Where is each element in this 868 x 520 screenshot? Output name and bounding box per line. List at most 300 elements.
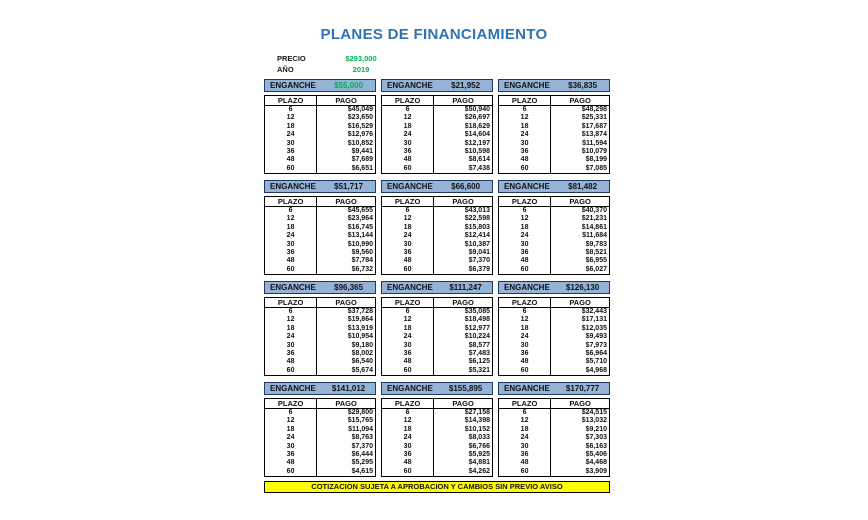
plazo-cell: 36 — [382, 451, 434, 459]
pago-cell: $9,180 — [351, 341, 373, 349]
plan-row — [499, 156, 610, 164]
plazo-cell: 48 — [382, 156, 434, 164]
payment-table-header-row — [265, 197, 376, 207]
pago-cell: $9,783 — [585, 240, 607, 248]
plazo-cell: 60 — [382, 468, 434, 477]
enganche-header-bar — [264, 180, 376, 193]
plazo-cell: 6 — [265, 106, 317, 115]
pago-column-header: PAGO — [434, 96, 493, 106]
plan-row — [382, 156, 493, 164]
plan-row — [265, 358, 376, 366]
plan-row — [265, 215, 376, 223]
pago-cell: $50,940 — [464, 106, 490, 113]
pago-cell: $7,438 — [468, 164, 490, 172]
plan-table — [264, 382, 376, 478]
plazo-cell: 18 — [382, 325, 434, 333]
plazo-cell: 60 — [265, 266, 317, 275]
plan-table — [498, 281, 610, 377]
precio-row — [277, 53, 392, 64]
plazo-cell: 60 — [265, 468, 317, 477]
plan-row — [382, 123, 493, 131]
pago-cell: $10,152 — [464, 425, 490, 433]
plan-row — [499, 325, 610, 333]
pago-cell: $4,468 — [585, 459, 607, 467]
enganche-value: $36,835 — [568, 81, 598, 90]
plazo-cell: 48 — [382, 358, 434, 366]
plazo-cell: 60 — [499, 165, 551, 174]
pago-cell: $15,765 — [347, 417, 373, 425]
plan-row — [265, 106, 376, 115]
enganche-value: $96,365 — [334, 283, 364, 292]
pago-cell: $10,224 — [464, 333, 490, 341]
pago-cell: $9,441 — [351, 148, 373, 156]
plazo-cell: 12 — [382, 316, 434, 324]
plans-grid — [264, 79, 610, 478]
pago-cell: $8,577 — [468, 341, 490, 349]
pago-cell: $45,655 — [347, 207, 373, 214]
plazo-cell: 30 — [265, 342, 317, 350]
disclaimer-banner: COTIZACION SUJETA A APROBACION Y CAMBIOS SIN PREVIO AVISO — [264, 481, 610, 493]
pago-column-header: PAGO — [317, 298, 376, 308]
plazo-cell: 24 — [382, 333, 434, 341]
pago-cell: $5,925 — [468, 451, 490, 459]
plazo-column-header: PLAZO — [382, 96, 434, 106]
enganche-header-bar — [498, 382, 610, 395]
pago-cell: $4,262 — [468, 467, 490, 475]
payment-table — [381, 297, 493, 376]
plazo-cell: 12 — [265, 215, 317, 223]
enganche-value: $155,895 — [448, 384, 483, 393]
plazo-cell: 18 — [499, 426, 551, 434]
plazo-cell: 60 — [382, 165, 434, 174]
plan-row — [382, 459, 493, 467]
payment-table-header-row — [265, 96, 376, 106]
plazo-cell: 48 — [382, 257, 434, 265]
plan-row — [382, 249, 493, 257]
pago-cell: $29,800 — [347, 409, 373, 416]
pago-cell: $32,443 — [581, 308, 607, 315]
ano-row — [277, 64, 392, 75]
plan-row — [265, 165, 376, 174]
plan-row — [499, 358, 610, 366]
plan-row — [382, 140, 493, 148]
pago-cell: $11,094 — [348, 425, 373, 433]
plan-row — [499, 215, 610, 223]
plan-row — [265, 367, 376, 376]
plan-row — [382, 409, 493, 418]
enganche-header-bar — [498, 79, 610, 92]
plazo-column-header: PLAZO — [382, 298, 434, 308]
payment-table — [264, 398, 376, 477]
pago-cell: $6,125 — [468, 358, 490, 366]
enganche-header-bar — [264, 382, 376, 395]
pago-cell: $7,689 — [351, 156, 373, 164]
plazo-cell: 24 — [382, 232, 434, 240]
plazo-cell: 36 — [382, 249, 434, 257]
enganche-label: ENGANCHE — [504, 283, 550, 292]
pago-cell: $5,674 — [351, 366, 373, 374]
plazo-column-header: PLAZO — [265, 96, 317, 106]
plazo-cell: 12 — [382, 114, 434, 122]
pago-cell: $5,321 — [468, 366, 490, 374]
pago-column-header: PAGO — [551, 96, 610, 106]
pago-cell: $4,881 — [468, 459, 490, 467]
pago-cell: $13,874 — [581, 131, 607, 139]
plazo-cell: 36 — [265, 350, 317, 358]
plazo-cell: 30 — [382, 140, 434, 148]
plan-row — [382, 468, 493, 477]
pago-cell: $17,687 — [581, 122, 607, 130]
pago-cell: $14,604 — [464, 131, 490, 139]
pago-cell: $13,032 — [581, 417, 607, 425]
pago-cell: $10,387 — [464, 240, 490, 248]
plazo-cell: 48 — [265, 358, 317, 366]
pago-cell: $43,013 — [464, 207, 490, 214]
plan-row — [382, 333, 493, 341]
enganche-label: ENGANCHE — [270, 182, 316, 191]
pago-cell: $12,977 — [464, 324, 490, 332]
plan-row — [382, 114, 493, 122]
plan-row — [499, 148, 610, 156]
ano-label: AÑO — [277, 65, 294, 74]
plazo-cell: 60 — [499, 367, 551, 376]
enganche-header-bar — [264, 281, 376, 294]
plan-row — [382, 165, 493, 174]
enganche-label: ENGANCHE — [387, 182, 433, 191]
plazo-cell: 60 — [382, 367, 434, 376]
plan-row — [265, 224, 376, 232]
plan-row — [265, 249, 376, 257]
pago-cell: $6,444 — [351, 451, 373, 459]
plazo-cell: 36 — [265, 451, 317, 459]
pago-cell: $16,745 — [347, 223, 373, 231]
plan-row — [265, 316, 376, 324]
plan-row — [382, 148, 493, 156]
plan-table — [381, 281, 493, 377]
plazo-column-header: PLAZO — [382, 197, 434, 207]
pago-cell: $12,035 — [581, 324, 607, 332]
pago-cell: $6,163 — [585, 442, 607, 450]
plazo-cell: 12 — [382, 215, 434, 223]
plan-row — [499, 308, 610, 317]
plazo-cell: 24 — [382, 131, 434, 139]
pago-cell: $6,540 — [351, 358, 373, 366]
payment-table — [498, 196, 610, 275]
plan-table — [264, 180, 376, 276]
payment-table-header-row — [499, 298, 610, 308]
page-title: PLANES DE FINANCIAMIENTO — [320, 26, 548, 43]
plan-row — [265, 123, 376, 131]
enganche-header-bar — [264, 79, 376, 92]
plazo-cell: 30 — [499, 241, 551, 249]
pago-cell: $7,784 — [351, 257, 373, 265]
plan-row — [265, 140, 376, 148]
pago-column-header: PAGO — [317, 96, 376, 106]
plazo-cell: 30 — [265, 140, 317, 148]
plan-row — [382, 232, 493, 240]
plazo-cell: 6 — [499, 106, 551, 115]
enganche-label: ENGANCHE — [504, 182, 550, 191]
pago-column-header: PAGO — [434, 298, 493, 308]
plazo-cell: 36 — [382, 148, 434, 156]
pago-cell: $10,598 — [464, 148, 490, 156]
plan-row — [499, 249, 610, 257]
enganche-value: $170,777 — [565, 384, 600, 393]
payment-table-header-row — [499, 399, 610, 409]
plazo-cell: 6 — [499, 308, 551, 317]
pago-cell: $6,027 — [585, 265, 607, 273]
plazo-cell: 30 — [499, 342, 551, 350]
plazo-cell: 12 — [499, 316, 551, 324]
plan-row — [499, 123, 610, 131]
enganche-label: ENGANCHE — [387, 283, 433, 292]
plazo-cell: 24 — [265, 333, 317, 341]
payment-table-header-row — [382, 298, 493, 308]
pago-cell: $15,803 — [464, 223, 490, 231]
pago-cell: $14,861 — [581, 223, 607, 231]
plazo-cell: 36 — [382, 350, 434, 358]
plazo-cell: 18 — [499, 224, 551, 232]
plazo-cell: 60 — [499, 266, 551, 275]
payment-table — [264, 297, 376, 376]
plan-row — [499, 451, 610, 459]
plazo-column-header: PLAZO — [382, 399, 434, 409]
plazo-cell: 30 — [382, 241, 434, 249]
pago-cell: $25,331 — [581, 114, 607, 122]
pago-cell: $5,295 — [351, 459, 373, 467]
plan-row — [382, 106, 493, 115]
pago-cell: $6,766 — [468, 442, 490, 450]
plazo-cell: 24 — [382, 434, 434, 442]
plazo-cell: 6 — [265, 207, 317, 216]
enganche-header-bar — [381, 180, 493, 193]
pago-cell: $9,493 — [585, 333, 607, 341]
plazo-cell: 18 — [382, 224, 434, 232]
pago-cell: $11,594 — [582, 139, 607, 147]
plazo-cell: 6 — [499, 409, 551, 418]
plan-table — [264, 79, 376, 175]
plan-row — [382, 426, 493, 434]
payment-table — [498, 95, 610, 174]
enganche-value: $81,482 — [568, 182, 598, 191]
pago-cell: $35,085 — [464, 308, 490, 315]
enganche-value: $141,012 — [331, 384, 366, 393]
plan-row — [499, 165, 610, 174]
plazo-cell: 18 — [499, 325, 551, 333]
plazo-cell: 30 — [265, 241, 317, 249]
plan-row — [382, 241, 493, 249]
plazo-cell: 36 — [265, 249, 317, 257]
plazo-cell: 30 — [499, 140, 551, 148]
plazo-cell: 6 — [382, 308, 434, 317]
payment-table-header-row — [265, 399, 376, 409]
plan-row — [499, 131, 610, 139]
plazo-cell: 36 — [265, 148, 317, 156]
pago-column-header: PAGO — [317, 197, 376, 207]
pago-cell: $8,199 — [585, 156, 607, 164]
pago-cell: $9,041 — [468, 249, 490, 257]
plan-row — [499, 367, 610, 376]
plazo-cell: 12 — [499, 215, 551, 223]
plan-table — [498, 180, 610, 276]
enganche-header-bar — [498, 180, 610, 193]
plan-row — [499, 257, 610, 265]
pago-cell: $6,651 — [351, 164, 373, 172]
plan-row — [382, 316, 493, 324]
pago-cell: $12,976 — [347, 131, 373, 139]
enganche-label: ENGANCHE — [270, 384, 316, 393]
plazo-cell: 24 — [499, 232, 551, 240]
plan-row — [499, 350, 610, 358]
pago-cell: $27,158 — [464, 409, 490, 416]
plan-row — [265, 232, 376, 240]
plan-row — [265, 426, 376, 434]
enganche-value: $126,130 — [565, 283, 600, 292]
plazo-column-header: PLAZO — [499, 298, 551, 308]
pago-cell: $40,370 — [581, 207, 607, 214]
pago-cell: $6,955 — [585, 257, 607, 265]
plazo-cell: 6 — [265, 308, 317, 317]
plan-row — [382, 215, 493, 223]
payment-table — [264, 196, 376, 275]
plazo-cell: 36 — [499, 249, 551, 257]
plan-row — [499, 468, 610, 477]
plazo-cell: 30 — [499, 443, 551, 451]
plazo-cell: 6 — [499, 207, 551, 216]
pago-cell: $23,964 — [347, 215, 373, 223]
pago-cell: $12,414 — [464, 232, 490, 240]
pago-cell: $7,370 — [468, 257, 490, 265]
payment-table — [264, 95, 376, 174]
plazo-cell: 24 — [265, 131, 317, 139]
pago-cell: $8,614 — [468, 156, 490, 164]
plan-row — [382, 367, 493, 376]
enganche-header-bar — [381, 281, 493, 294]
payment-table-header-row — [499, 197, 610, 207]
plan-row — [382, 451, 493, 459]
plan-row — [265, 342, 376, 350]
plan-row — [499, 224, 610, 232]
pago-cell: $18,498 — [464, 316, 490, 324]
plazo-cell: 30 — [382, 443, 434, 451]
plan-row — [265, 325, 376, 333]
plazo-cell: 6 — [382, 207, 434, 216]
plazo-cell: 12 — [265, 417, 317, 425]
precio-label: PRECIO — [277, 54, 306, 63]
plazo-cell: 48 — [265, 156, 317, 164]
pago-cell: $21,231 — [581, 215, 607, 223]
enganche-label: ENGANCHE — [387, 81, 433, 90]
plan-row — [265, 131, 376, 139]
pago-cell: $19,864 — [347, 316, 373, 324]
plan-row — [499, 434, 610, 442]
plazo-column-header: PLAZO — [499, 96, 551, 106]
plazo-column-header: PLAZO — [499, 399, 551, 409]
pago-cell: $16,529 — [347, 122, 373, 130]
plan-row — [499, 266, 610, 275]
payment-table — [381, 398, 493, 477]
plan-row — [499, 114, 610, 122]
pago-cell: $7,483 — [468, 350, 490, 358]
payment-table — [498, 297, 610, 376]
plan-row — [499, 232, 610, 240]
plan-row — [382, 350, 493, 358]
plan-row — [265, 443, 376, 451]
pago-cell: $18,629 — [464, 122, 490, 130]
payment-table-header-row — [382, 399, 493, 409]
plazo-cell: 18 — [265, 426, 317, 434]
plan-table — [381, 180, 493, 276]
pago-cell: $8,033 — [468, 434, 490, 442]
plazo-column-header: PLAZO — [499, 197, 551, 207]
pago-cell: $6,964 — [585, 350, 607, 358]
enganche-label: ENGANCHE — [504, 81, 550, 90]
plan-row — [382, 308, 493, 317]
plazo-cell: 36 — [499, 148, 551, 156]
plan-row — [265, 417, 376, 425]
plazo-cell: 24 — [265, 232, 317, 240]
plazo-cell: 48 — [499, 156, 551, 164]
plan-row — [499, 417, 610, 425]
payment-table — [381, 196, 493, 275]
plan-row — [265, 451, 376, 459]
plazo-cell: 12 — [382, 417, 434, 425]
plazo-cell: 12 — [265, 114, 317, 122]
pago-cell: $13,919 — [347, 324, 373, 332]
plan-table — [498, 382, 610, 478]
payment-table-header-row — [265, 298, 376, 308]
plan-row — [382, 131, 493, 139]
plan-table — [381, 79, 493, 175]
pago-cell: $13,144 — [347, 232, 373, 240]
pago-cell: $14,398 — [464, 417, 490, 425]
enganche-header-bar — [498, 281, 610, 294]
plazo-cell: 6 — [382, 409, 434, 418]
plan-row — [499, 316, 610, 324]
plan-row — [382, 266, 493, 275]
plazo-cell: 24 — [499, 434, 551, 442]
enganche-value: $51,717 — [334, 182, 364, 191]
plazo-cell: 60 — [265, 165, 317, 174]
pago-column-header: PAGO — [434, 399, 493, 409]
enganche-label: ENGANCHE — [270, 81, 316, 90]
plan-table — [381, 382, 493, 478]
plazo-cell: 6 — [265, 409, 317, 418]
plan-row — [499, 333, 610, 341]
enganche-label: ENGANCHE — [270, 283, 316, 292]
plan-row — [499, 140, 610, 148]
pago-cell: $6,732 — [351, 265, 373, 273]
plazo-cell: 24 — [499, 333, 551, 341]
plan-row — [382, 224, 493, 232]
plan-row — [499, 409, 610, 418]
enganche-label: ENGANCHE — [387, 384, 433, 393]
plazo-cell: 24 — [499, 131, 551, 139]
pago-cell: $6,379 — [468, 265, 490, 273]
plan-row — [265, 257, 376, 265]
pago-cell: $8,763 — [351, 434, 373, 442]
plan-row — [265, 459, 376, 467]
ano-value: 2019 — [352, 65, 370, 74]
plan-row — [265, 350, 376, 358]
plan-row — [499, 459, 610, 467]
pago-column-header: PAGO — [551, 298, 610, 308]
pago-cell: $17,131 — [581, 316, 607, 324]
plan-row — [265, 148, 376, 156]
enganche-label: ENGANCHE — [504, 384, 550, 393]
plan-row — [499, 241, 610, 249]
plan-row — [382, 434, 493, 442]
